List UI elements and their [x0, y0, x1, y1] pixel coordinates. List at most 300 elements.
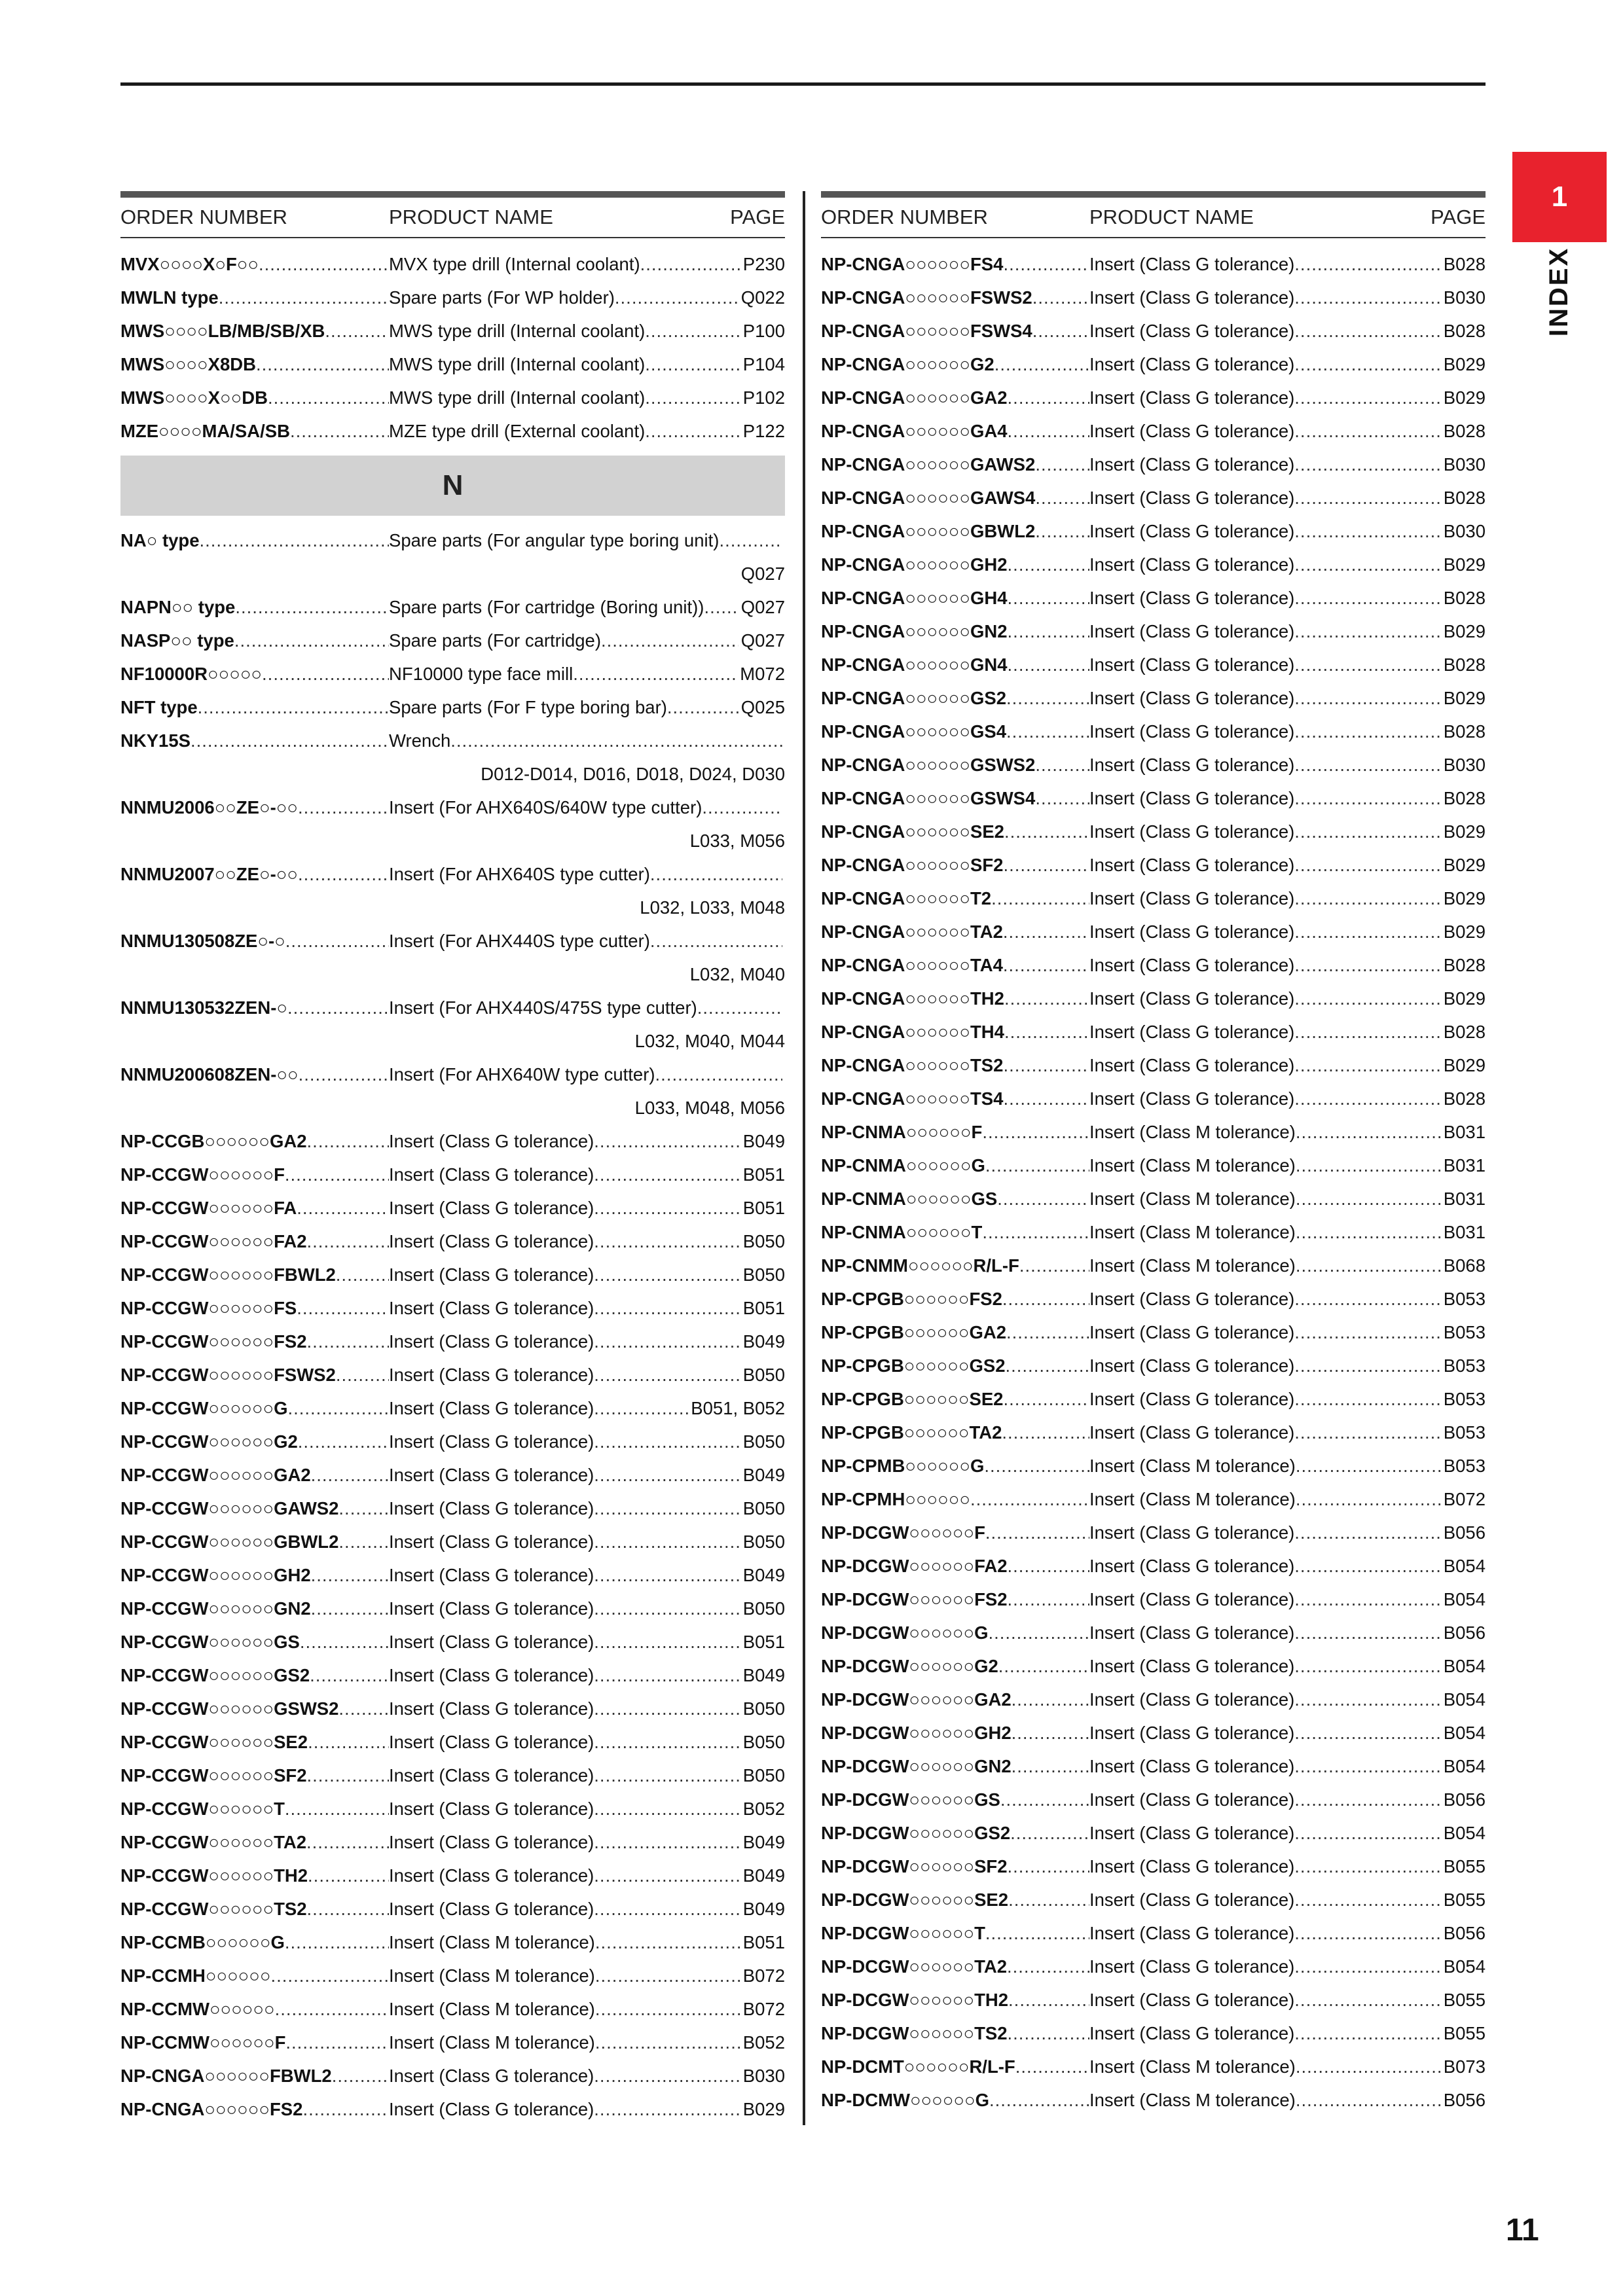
column-header — [821, 198, 1486, 238]
name-cell — [1089, 521, 1441, 542]
page-ref[interactable]: B054 — [1443, 1655, 1486, 1676]
dot-leader — [1015, 2056, 1089, 2077]
order-cell — [120, 1999, 389, 2020]
page-ref[interactable]: B050 — [742, 1765, 785, 1785]
index-row[interactable] — [821, 281, 1486, 314]
index-row[interactable] — [821, 1416, 1486, 1449]
page-ref[interactable]: B054 — [1443, 1956, 1486, 1977]
page-ref[interactable]: B028 — [1443, 420, 1486, 441]
page-ref[interactable]: B050 — [742, 1264, 785, 1285]
order-number: NP-CNGA○○○○○○GN2 — [821, 620, 1008, 641]
page-ref[interactable]: P104 — [742, 353, 785, 374]
page-ref[interactable]: B050 — [742, 1531, 785, 1552]
page-ref[interactable]: B029 — [1443, 620, 1486, 641]
index-row[interactable] — [821, 848, 1486, 882]
order-cell — [120, 1498, 389, 1519]
page-ref[interactable]: B031 — [1443, 1121, 1486, 1142]
order-number: NP-CCGW○○○○○○GA2 — [120, 1464, 311, 1485]
index-row[interactable] — [821, 2083, 1486, 2117]
order-cell — [821, 888, 1089, 909]
dot-leader — [650, 931, 782, 952]
order-cell — [821, 1255, 1089, 1276]
dot-leader — [307, 1131, 389, 1152]
index-row[interactable] — [120, 991, 785, 1024]
order-number: MVX○○○○X○F○○ — [120, 253, 259, 274]
page-ref[interactable]: B051 — [742, 1164, 785, 1185]
product-name: Insert (Class G tolerance) — [1089, 287, 1295, 308]
index-row[interactable] — [821, 1249, 1486, 1282]
page-ref[interactable]: P100 — [742, 320, 785, 341]
name-cell — [1089, 1255, 1441, 1276]
order-number: NP-CCGW○○○○○○F — [120, 1164, 285, 1185]
index-row[interactable] — [821, 1683, 1486, 1716]
index-row[interactable] — [120, 691, 785, 724]
order-number: NNMU130508ZE○-○ — [120, 930, 285, 951]
order-cell — [120, 321, 389, 342]
index-row[interactable] — [821, 681, 1486, 715]
index-row[interactable] — [821, 2050, 1486, 2083]
index-row[interactable] — [120, 314, 785, 348]
index-row[interactable] — [120, 1759, 785, 1792]
page-ref[interactable]: P122 — [742, 420, 785, 441]
page-ref[interactable]: B049 — [742, 1831, 785, 1852]
index-row[interactable] — [821, 548, 1486, 581]
index-row[interactable] — [821, 1749, 1486, 1783]
index-row[interactable] — [821, 815, 1486, 848]
index-row[interactable] — [120, 1124, 785, 1158]
dot-leader — [650, 864, 782, 885]
index-row[interactable] — [120, 791, 785, 824]
page-ref[interactable]: B053 — [1443, 1321, 1486, 1342]
page-ref[interactable]: B049 — [742, 1664, 785, 1685]
index-row[interactable] — [120, 1225, 785, 1258]
index-row[interactable] — [120, 1825, 785, 1859]
index-row[interactable] — [120, 1058, 785, 1091]
page-ref[interactable]: B054 — [1443, 1588, 1486, 1609]
page-ref[interactable]: B029 — [742, 2098, 785, 2119]
page-ref[interactable]: B072 — [742, 1965, 785, 1986]
page-ref[interactable]: B028 — [1443, 1088, 1486, 1109]
index-row[interactable] — [120, 524, 785, 557]
order-number: NP-CNGA○○○○○○FSWS4 — [821, 320, 1032, 341]
dot-leader — [702, 797, 782, 818]
order-number: NP-CNGA○○○○○○GN4 — [821, 654, 1008, 675]
index-row[interactable] — [821, 1983, 1486, 2017]
page-ref-continued[interactable]: D012-D014, D016, D018, D024, D030 — [481, 763, 785, 784]
index-row[interactable] — [821, 1115, 1486, 1149]
index-row[interactable] — [821, 581, 1486, 615]
index-row[interactable] — [821, 1950, 1486, 1983]
index-row[interactable] — [821, 1316, 1486, 1349]
index-row[interactable] — [120, 1625, 785, 1659]
page-ref[interactable]: B056 — [1443, 1789, 1486, 1810]
order-number: NP-CNGA○○○○○○TA4 — [821, 954, 1003, 975]
page-ref[interactable]: B028 — [1443, 654, 1486, 675]
product-name: Insert (Class G tolerance) — [389, 1664, 594, 1685]
page-ref[interactable]: B054 — [1443, 1689, 1486, 1710]
page-ref[interactable]: P102 — [742, 387, 785, 408]
index-row[interactable] — [821, 247, 1486, 281]
index-row[interactable] — [821, 1783, 1486, 1816]
index-row[interactable] — [821, 1015, 1486, 1049]
index-row[interactable] — [821, 1916, 1486, 1950]
product-name: MWS type drill (Internal coolant) — [389, 387, 646, 408]
dot-leader — [219, 287, 389, 308]
name-cell — [1089, 855, 1441, 876]
page-ref[interactable]: B029 — [1443, 387, 1486, 408]
index-row[interactable] — [120, 247, 785, 281]
order-cell — [821, 1756, 1089, 1777]
index-row[interactable] — [120, 2059, 785, 2092]
page-ref[interactable]: B072 — [1443, 1488, 1486, 1509]
page-ref[interactable]: B073 — [1443, 2056, 1486, 2077]
index-row[interactable] — [821, 1716, 1486, 1749]
index-row[interactable] — [821, 381, 1486, 414]
page-ref[interactable]: B030 — [1443, 520, 1486, 541]
page-ref[interactable]: B029 — [1443, 921, 1486, 942]
index-row[interactable] — [821, 715, 1486, 748]
dot-leader — [1294, 1355, 1440, 1376]
page-ref[interactable]: B029 — [1443, 353, 1486, 374]
index-row[interactable] — [120, 2026, 785, 2059]
page-ref[interactable]: B049 — [742, 1331, 785, 1352]
page-ref[interactable]: Q022 — [740, 287, 785, 308]
index-row[interactable] — [120, 1158, 785, 1191]
name-cell — [389, 1765, 740, 1786]
product-name: Insert (Class G tolerance) — [1089, 1956, 1295, 1977]
page-ref[interactable]: B051 — [742, 1931, 785, 1952]
dot-leader — [1008, 621, 1089, 642]
index-row[interactable] — [120, 1358, 785, 1391]
index-row[interactable] — [120, 1458, 785, 1492]
name-cell — [389, 797, 782, 818]
page-ref[interactable]: B050 — [742, 1598, 785, 1619]
index-row[interactable] — [120, 1558, 785, 1592]
dot-leader — [594, 1832, 740, 1853]
dot-leader — [1294, 1289, 1440, 1310]
chapter-tab[interactable] — [1512, 152, 1607, 242]
page-ref[interactable]: B054 — [1443, 1555, 1486, 1576]
page-ref[interactable]: B053 — [1443, 1455, 1486, 1476]
order-cell — [120, 664, 389, 685]
page-ref[interactable]: B055 — [1443, 1889, 1486, 1910]
product-name: Insert (Class G tolerance) — [1089, 654, 1295, 675]
name-cell — [1089, 1489, 1441, 1510]
dot-leader — [297, 1298, 389, 1319]
page-ref-continued[interactable]: L033, M056 — [689, 830, 785, 851]
order-number: NP-CCMW○○○○○○ — [120, 1998, 275, 2019]
index-rows-left — [120, 238, 785, 2126]
page-ref[interactable]: B051 — [742, 1297, 785, 1318]
index-row[interactable] — [120, 1659, 785, 1692]
index-row[interactable] — [120, 348, 785, 381]
index-row[interactable] — [821, 882, 1486, 915]
dot-leader — [594, 1732, 740, 1753]
order-cell — [120, 1665, 389, 1686]
index-row[interactable] — [120, 1859, 785, 1892]
page-ref[interactable]: B052 — [742, 2032, 785, 2053]
index-row[interactable] — [120, 1959, 785, 1992]
product-name: MWS type drill (Internal coolant) — [389, 353, 646, 374]
page-ref[interactable]: B050 — [742, 1498, 785, 1518]
page-ref[interactable]: B049 — [742, 1865, 785, 1886]
order-number: NP-CNMA○○○○○○T — [821, 1221, 983, 1242]
page-ref[interactable]: B050 — [742, 1731, 785, 1752]
page-ref[interactable]: B051, B052 — [691, 1397, 785, 1418]
index-row[interactable] — [821, 1182, 1486, 1215]
dot-leader — [1294, 588, 1440, 609]
order-number: NP-DCGW○○○○○○GS — [821, 1789, 1000, 1810]
page-ref[interactable]: B028 — [1443, 954, 1486, 975]
index-row[interactable] — [821, 948, 1486, 982]
name-cell — [389, 1632, 740, 1653]
page-ref[interactable]: B028 — [1443, 787, 1486, 808]
index-row[interactable] — [821, 448, 1486, 481]
name-cell — [389, 1532, 740, 1552]
page-ref[interactable]: B072 — [742, 1998, 785, 2019]
dot-leader — [256, 354, 389, 375]
index-row[interactable] — [821, 481, 1486, 514]
page-ref[interactable]: B031 — [1443, 1221, 1486, 1242]
index-row[interactable] — [120, 857, 785, 891]
name-cell — [389, 997, 782, 1018]
order-number: NP-CNGA○○○○○○GAWS4 — [821, 487, 1036, 508]
index-row[interactable] — [120, 281, 785, 314]
page-ref-continued[interactable]: L032, M040, M044 — [634, 1030, 785, 1051]
order-cell — [821, 1556, 1089, 1577]
index-row[interactable] — [120, 2092, 785, 2126]
index-row[interactable] — [821, 915, 1486, 948]
page-ref[interactable]: B030 — [742, 2065, 785, 2086]
index-row[interactable] — [821, 781, 1486, 815]
order-cell — [120, 597, 389, 618]
index-row[interactable] — [120, 624, 785, 657]
page-ref[interactable]: B055 — [1443, 1989, 1486, 2010]
order-cell — [821, 1389, 1089, 1410]
page-ref[interactable]: Q027 — [740, 630, 785, 651]
index-row[interactable] — [821, 1850, 1486, 1883]
page-ref[interactable]: B049 — [742, 1564, 785, 1585]
page-ref[interactable]: B030 — [1443, 754, 1486, 775]
order-cell — [120, 421, 389, 442]
dot-leader — [1296, 1189, 1441, 1210]
page-ref[interactable]: B056 — [1443, 1922, 1486, 1943]
page-ref[interactable]: B029 — [1443, 687, 1486, 708]
index-row[interactable] — [821, 1616, 1486, 1649]
top-rule — [120, 82, 1486, 86]
page-ref[interactable]: B031 — [1443, 1188, 1486, 1209]
dot-leader — [1032, 321, 1089, 342]
page-ref[interactable]: B050 — [742, 1698, 785, 1719]
index-row[interactable] — [821, 1449, 1486, 1482]
index-row[interactable] — [821, 348, 1486, 381]
dot-leader — [302, 2099, 389, 2120]
name-cell — [389, 2032, 740, 2053]
index-row[interactable] — [821, 1349, 1486, 1382]
product-name: Insert (Class G tolerance) — [1089, 520, 1295, 541]
page-ref[interactable]: B055 — [1443, 2022, 1486, 2043]
product-name: Insert (Class G tolerance) — [1089, 1088, 1295, 1109]
index-row[interactable] — [120, 1425, 785, 1458]
index-row[interactable] — [821, 314, 1486, 348]
index-row[interactable] — [821, 748, 1486, 781]
page-ref[interactable]: B068 — [1443, 1255, 1486, 1276]
page-ref[interactable]: B055 — [1443, 1856, 1486, 1876]
index-row[interactable] — [120, 1325, 785, 1358]
order-number: NP-CCGW○○○○○○SF2 — [120, 1765, 307, 1785]
index-row[interactable] — [821, 2017, 1486, 2050]
page-ref[interactable]: B028 — [1443, 487, 1486, 508]
page-ref[interactable]: B056 — [1443, 1522, 1486, 1543]
page-ref[interactable]: B028 — [1443, 253, 1486, 274]
page-ref[interactable]: B029 — [1443, 888, 1486, 908]
index-row[interactable] — [120, 1926, 785, 1959]
order-cell — [120, 1131, 389, 1152]
page-ref-continued[interactable]: L033, M048, M056 — [634, 1097, 785, 1118]
page-ref[interactable]: M072 — [740, 663, 785, 684]
name-cell — [1089, 788, 1441, 809]
name-cell — [389, 1064, 782, 1085]
page-ref[interactable]: B053 — [1443, 1388, 1486, 1409]
index-row[interactable] — [821, 1482, 1486, 1516]
index-row[interactable] — [821, 1282, 1486, 1316]
page-ref[interactable]: B049 — [742, 1130, 785, 1151]
order-cell — [821, 988, 1089, 1009]
page-ref[interactable]: B028 — [1443, 320, 1486, 341]
index-row[interactable] — [120, 657, 785, 691]
index-row[interactable] — [120, 1291, 785, 1325]
dot-leader — [1294, 1422, 1440, 1443]
index-row[interactable] — [821, 1549, 1486, 1583]
page-ref[interactable]: B030 — [1443, 287, 1486, 308]
page-ref[interactable]: B050 — [742, 1364, 785, 1385]
index-row[interactable] — [821, 615, 1486, 648]
order-number: NP-CNGA○○○○○○T2 — [821, 888, 992, 908]
index-row[interactable] — [120, 1191, 785, 1225]
dot-leader — [1294, 1623, 1440, 1643]
order-number: NP-CNGA○○○○○○GH4 — [821, 587, 1008, 608]
page-ref[interactable]: B054 — [1443, 1822, 1486, 1843]
index-row[interactable] — [120, 1725, 785, 1759]
order-cell — [120, 730, 389, 751]
order-cell — [821, 855, 1089, 876]
index-row[interactable] — [821, 1049, 1486, 1082]
page-ref-continued[interactable]: L032, M040 — [689, 963, 785, 984]
page-ref-continued[interactable]: L032, L033, M048 — [640, 897, 785, 918]
index-row[interactable] — [821, 1583, 1486, 1616]
order-cell — [821, 1956, 1089, 1977]
page-ref-continued[interactable]: Q027 — [740, 563, 785, 584]
index-row[interactable] — [821, 414, 1486, 448]
dot-leader — [595, 1999, 740, 2020]
page-ref[interactable]: B029 — [1443, 1054, 1486, 1075]
page-ref[interactable]: Q025 — [740, 696, 785, 717]
page-ref[interactable]: B051 — [742, 1197, 785, 1218]
index-row[interactable] — [821, 1516, 1486, 1549]
page-ref[interactable]: B056 — [1443, 2089, 1486, 2110]
index-row[interactable] — [821, 1149, 1486, 1182]
order-number: NP-DCGW○○○○○○GS2 — [821, 1822, 1011, 1843]
page-ref[interactable]: B054 — [1443, 1722, 1486, 1743]
dot-leader — [1296, 1456, 1441, 1477]
page-ref[interactable]: B049 — [742, 1464, 785, 1485]
index-row[interactable] — [821, 1649, 1486, 1683]
index-row[interactable] — [120, 1492, 785, 1525]
index-row[interactable] — [120, 1692, 785, 1725]
product-name: Insert (Class G tolerance) — [1089, 320, 1295, 341]
index-row[interactable] — [120, 1258, 785, 1291]
page-ref[interactable]: B050 — [742, 1431, 785, 1452]
page-ref[interactable]: B052 — [742, 1798, 785, 1819]
index-row[interactable] — [821, 1082, 1486, 1115]
page-ref[interactable]: B029 — [1443, 988, 1486, 1009]
page-ref[interactable]: B031 — [1443, 1155, 1486, 1175]
page-ref[interactable]: B056 — [1443, 1622, 1486, 1643]
dot-leader — [594, 2066, 740, 2087]
page-ref[interactable]: P230 — [742, 253, 785, 274]
dot-leader — [594, 2099, 740, 2120]
page-ref[interactable]: B030 — [1443, 454, 1486, 475]
order-number: NP-CNGA○○○○○○TS2 — [821, 1054, 1004, 1075]
page-ref[interactable]: B029 — [1443, 854, 1486, 875]
index-row[interactable] — [821, 1382, 1486, 1416]
dot-leader — [594, 1532, 740, 1552]
index-row[interactable] — [120, 381, 785, 414]
index-row[interactable] — [821, 648, 1486, 681]
index-row[interactable] — [120, 1992, 785, 2026]
index-row[interactable] — [821, 982, 1486, 1015]
order-number: NP-DCGW○○○○○○F — [821, 1522, 985, 1543]
page-ref[interactable]: B028 — [1443, 587, 1486, 608]
index-row[interactable] — [120, 590, 785, 624]
page-ref[interactable]: B054 — [1443, 1755, 1486, 1776]
page-ref[interactable]: B053 — [1443, 1288, 1486, 1309]
index-row[interactable] — [120, 414, 785, 448]
index-row[interactable] — [821, 514, 1486, 548]
page-ref[interactable]: B049 — [742, 1898, 785, 1919]
page-ref[interactable]: B051 — [742, 1631, 785, 1652]
page-ref[interactable]: Q027 — [740, 596, 785, 617]
page-ref[interactable]: B053 — [1443, 1355, 1486, 1376]
page-ref[interactable]: B050 — [742, 1230, 785, 1251]
header-order-number: ORDER NUMBER — [821, 206, 988, 228]
name-cell — [1089, 1789, 1441, 1810]
name-cell — [1089, 655, 1441, 675]
page-ref[interactable]: B028 — [1443, 1021, 1486, 1042]
order-number: NA○ type — [120, 529, 200, 550]
index-row[interactable] — [120, 1792, 785, 1825]
product-name: Insert (Class G tolerance) — [1089, 988, 1295, 1009]
index-row[interactable] — [821, 1215, 1486, 1249]
name-cell — [389, 1865, 740, 1886]
name-cell — [389, 1331, 740, 1352]
page-ref[interactable]: B029 — [1443, 554, 1486, 575]
page-ref[interactable]: B028 — [1443, 721, 1486, 742]
index-row[interactable] — [120, 1592, 785, 1625]
page-ref[interactable]: B053 — [1443, 1422, 1486, 1443]
product-name: Insert (Class G tolerance) — [1089, 787, 1295, 808]
index-row[interactable] — [120, 1892, 785, 1926]
index-row[interactable] — [821, 1816, 1486, 1850]
name-cell — [1089, 387, 1441, 408]
order-number: NP-CNGA○○○○○○G2 — [821, 353, 994, 374]
page-ref[interactable]: B029 — [1443, 821, 1486, 842]
index-row[interactable] — [120, 924, 785, 958]
index-row[interactable] — [120, 1391, 785, 1425]
index-row[interactable] — [821, 1883, 1486, 1916]
index-row[interactable] — [120, 1525, 785, 1558]
index-row[interactable] — [120, 724, 785, 757]
